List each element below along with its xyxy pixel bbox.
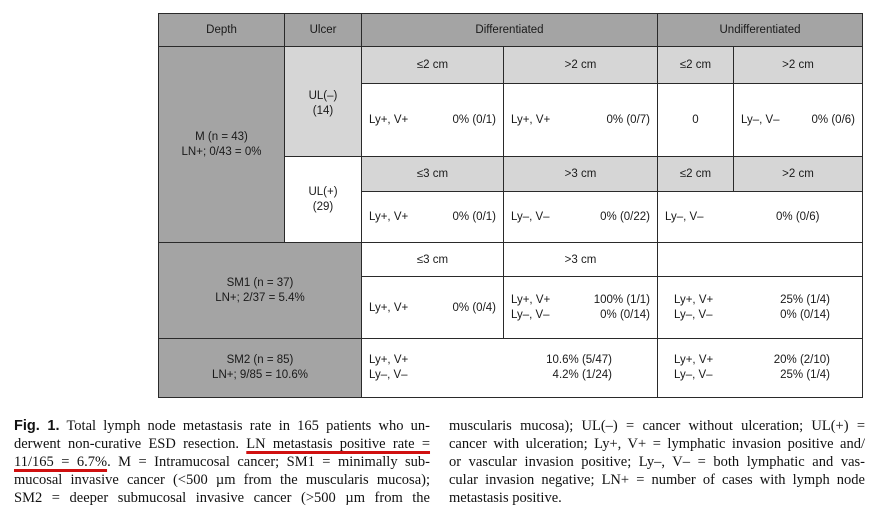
data-cell: Ly+, V+ 0% (0/4) [361, 276, 504, 339]
size-header: >2 cm [733, 46, 863, 84]
header-ulcer: Ulcer [284, 13, 362, 47]
size-header: ≤3 cm [361, 242, 504, 277]
depth-sm2-cell: SM2 (n = 85) LN+; 9/85 = 10.6% [158, 338, 362, 398]
figure-label: Fig. 1. [14, 418, 60, 434]
size-header: >3 cm [503, 156, 658, 192]
data-cell: 0 [657, 83, 734, 157]
size-header: >2 cm [503, 46, 658, 84]
size-header: >2 cm [733, 156, 863, 192]
data-cell: Ly–, V– 0% (0/22) [503, 191, 658, 243]
header-differentiated: Differentiated [361, 13, 658, 47]
data-cell: Ly+, V+ Ly–, V– 25% (1/4) 0% (0/14) [657, 276, 863, 339]
data-cell: Ly–, V– 0% (0/6) [657, 191, 863, 243]
header-depth: Depth [158, 13, 285, 47]
data-cell: Ly+, V+ Ly–, V– 20% (2/10) 25% (1/4) [657, 338, 863, 398]
size-header: ≤2 cm [361, 46, 504, 84]
size-header: ≤3 cm [361, 156, 504, 192]
data-cell: Ly+, V+ Ly–, V– 10.6% (5/47) 4.2% (1/24) [361, 338, 658, 398]
figure-caption-right: muscularis mucosa); UL(–) = cancer without ulceration; UL(+) = cancer with ulceration; Ly+, V+ = lymphatic invasion positive and/ or vascular invasion positive; Ly–, V– = both lymphatic and vas- cular invasion negative; LN+ = number of cases with lymph node metastasis positive. [449, 418, 865, 506]
data-cell: Ly+, V+ 0% (0/7) [503, 83, 658, 157]
figure-caption-left: Fig. 1. Total lymph node metastasis rate in 165 patients who un- derwent non-curative ESD resection. LN metastasis positive rate = 11/165 = 6.7%. M = Intramucosal cancer; SM1 = minimally sub- mucosal invasive cancer (<500 µm from the muscularis mucosa); SM2 = deeper submucosal invasive cancer (>500 µm from the [14, 418, 431, 506]
data-cell: Ly+, V+ 0% (0/1) [361, 83, 504, 157]
highlighted-rate: LN metastasis positive rate = [246, 436, 431, 452]
header-undifferentiated: Undifferentiated [657, 13, 863, 47]
size-header: ≤2 cm [657, 156, 734, 192]
data-cell: Ly–, V– 0% (0/6) [733, 83, 863, 157]
highlighted-rate-value: 11/165 = 6.7% [14, 454, 108, 470]
depth-m-cell: M (n = 43) LN+; 0/43 = 0% [158, 46, 285, 243]
size-header: >3 cm [503, 242, 658, 277]
size-header: ≤2 cm [657, 46, 734, 84]
ulcer-positive-cell: UL(+) (29) [284, 156, 362, 243]
depth-sm1-cell: SM1 (n = 37) LN+; 2/37 = 5.4% [158, 242, 362, 339]
data-cell: Ly+, V+ Ly–, V– 100% (1/1) 0% (0/14) [503, 276, 658, 339]
data-cell: Ly+, V+ 0% (0/1) [361, 191, 504, 243]
ulcer-negative-cell: UL(–) (14) [284, 46, 362, 158]
figure-table [158, 13, 863, 398]
empty-cell [657, 242, 863, 277]
